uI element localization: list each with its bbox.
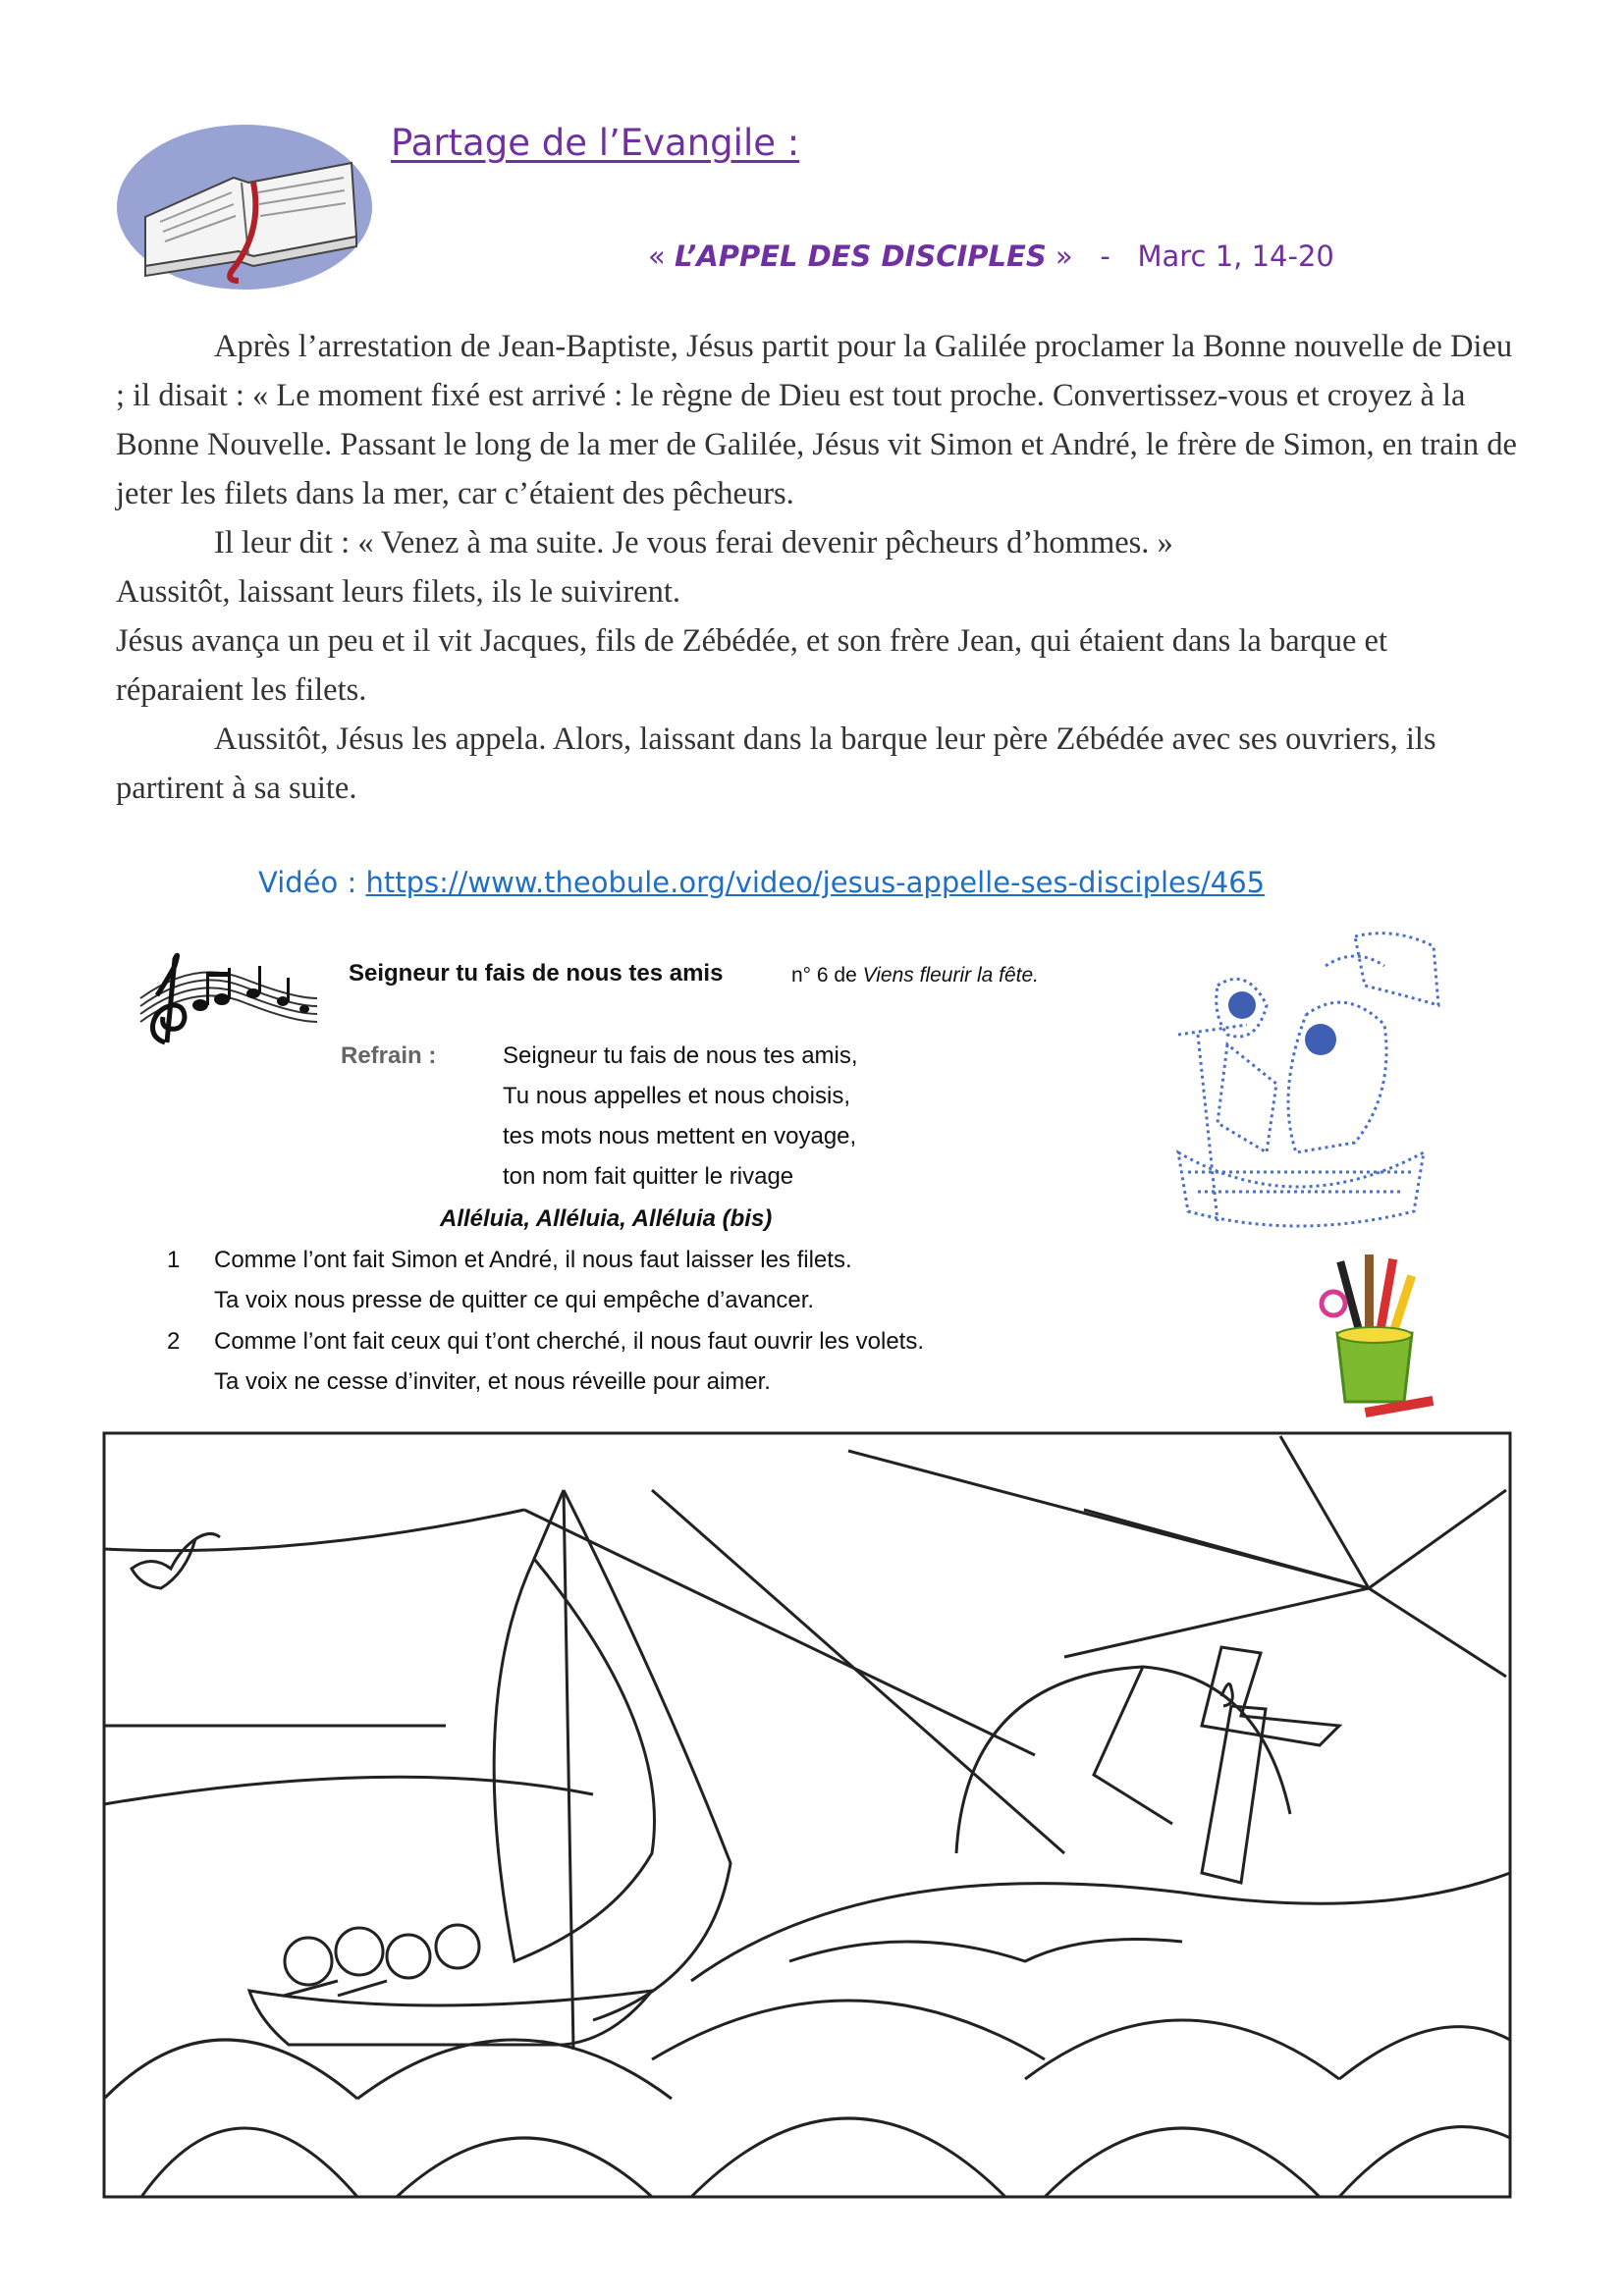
verse-line: Ta voix ne cesse d’inviter, et nous réveille pour aimer. [214,1368,771,1395]
gospel-reference [648,240,1334,273]
gospel-paragraph-5: Aussitôt, Jésus les appela. Alors, laissant dans la barque leur père Zébédée avec ses ouvriers, ils partirent à sa suite. [116,721,1436,806]
alleluia-line: Alléluia, Alléluia, Alléluia (bis) [440,1205,773,1232]
coloring-picture [102,1431,1512,2199]
refrain-line: ton nom fait quitter le rivage [503,1163,794,1190]
video-label: Vidéo : [258,866,366,899]
quote-open: « [648,240,675,273]
gospel-paragraph-3: Aussitôt, laissant leurs filets, ils le suivirent. [116,574,681,610]
pencil-cup-icon [1306,1255,1443,1421]
music-notes-icon [135,944,322,1052]
gospel-paragraph-2: Il leur dit : « Venez à ma suite. Je vous ferai devenir pêcheurs d’hommes. » [214,525,1173,561]
verse-line: Comme l’ont fait ceux qui t’ont cherché, il nous faut ouvrir les volets. [214,1328,924,1355]
video-link[interactable] [258,866,1265,899]
song-source [791,964,1039,988]
verse-line: Comme l’ont fait Simon et André, il nous faut laisser les filets. [214,1247,852,1273]
verse-number: 2 [167,1328,181,1355]
song-number: n° 6 de [791,964,863,987]
reading-title: L’APPEL DES DISCIPLES [674,240,1047,273]
scripture-ref: - Marc 1, 14-20 [1072,240,1334,273]
disciples-illustration [1159,927,1443,1241]
refrain-line: Tu nous appelles et nous choisis, [503,1083,850,1109]
refrain-line: tes mots nous mettent en voyage, [503,1123,857,1149]
bible-icon [116,124,373,291]
gospel-paragraph-4: Jésus avança un peu et il vit Jacques, fils de Zébédée, et son frère Jean, qui étaient dans la barque et réparaient les filets. [116,623,1387,708]
refrain-label: Refrain : [341,1042,437,1069]
songbook-title: Viens fleurir la fête. [862,964,1039,987]
video-url[interactable]: https://www.theobule.org/video/jesus-appelle-ses-disciples/465 [365,866,1266,899]
page-title: Partage de l’Evangile : [391,122,800,164]
gospel-text [116,322,1520,813]
song-title: Seigneur tu fais de nous tes amis [349,960,724,987]
verse-line: Ta voix nous presse de quitter ce qui empêche d’avancer. [214,1287,815,1313]
refrain-line: Seigneur tu fais de nous tes amis, [503,1042,858,1069]
gospel-paragraph-1: Après l’arrestation de Jean-Baptiste, Jésus partit pour la Galilée proclamer la Bonne nouvelle de Dieu ; il disait : « Le moment fixé est arrivé : le règne de Dieu est tout proche. Convertissez-vous et croyez à la Bonne Nouvelle. Passant le long de la mer de Galilée, Jésus vit Simon et André, le frère de Simon, en train de jeter les filets dans la mer, car c’étaient des pêcheurs. [116,329,1517,511]
verse-number: 1 [167,1247,181,1273]
quote-close: » [1046,240,1073,273]
